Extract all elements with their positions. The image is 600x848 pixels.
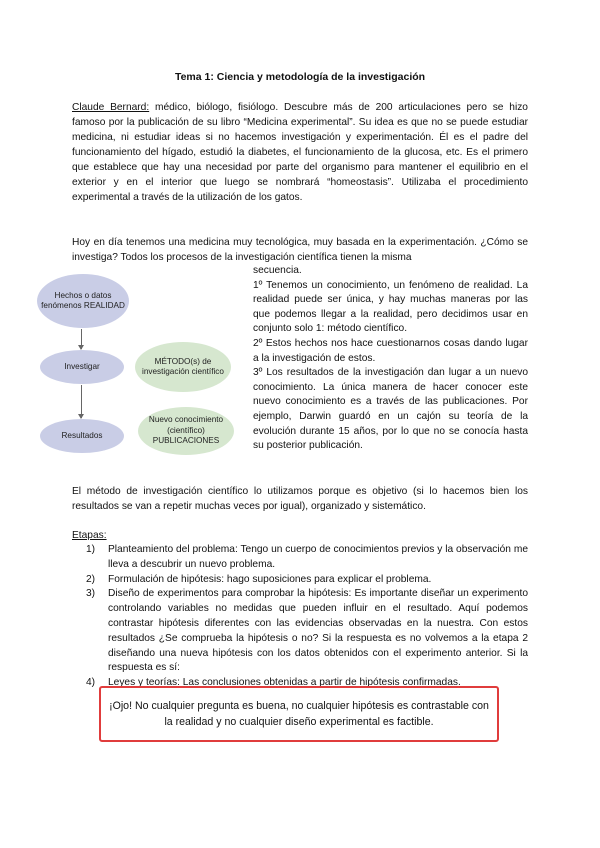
- node-metodo: MÉTODO(s) de investigación científico: [135, 342, 231, 392]
- node-nuevo-conocimiento: Nuevo conocimiento (científico) PUBLICACIONES: [138, 407, 234, 455]
- list-item-text: Planteamiento del problema: Tengo un cuerpo de conocimientos previos y la observación me lleva a descubrir un nuevo problema.: [108, 544, 528, 570]
- node-investigar: Investigar: [40, 350, 124, 384]
- warning-notice: ¡Ojo! No cualquier pregunta es buena, no cualquier hipótesis es contrastable con la realidad y no cualquier diseño experimental es factible.: [99, 686, 499, 742]
- list-item: [86, 543, 528, 573]
- page-title: Tema 1: Ciencia y metodología de la investigación: [174, 71, 426, 83]
- list-item: [86, 587, 528, 676]
- list-item-number: 2): [86, 573, 96, 585]
- node-resultados: Resultados: [40, 419, 124, 453]
- list-item: [86, 573, 528, 588]
- paragraph-2: Hoy en día tenemos una medicina muy tecnológica, muy basada en la experimentación. ¿Cómo se investiga? Todos los procesos de la investigación científica tienen la misma: [72, 237, 528, 263]
- list-item-number: 4): [86, 677, 96, 689]
- sequence-line: secuencia.: [253, 265, 302, 276]
- list-item-number: 3): [86, 588, 96, 600]
- etapas-heading: Etapas:: [72, 530, 107, 541]
- node-hechos: Hechos o datos fenómenos REALIDAD: [37, 274, 129, 328]
- author-name: Claude Bernard:: [72, 102, 150, 113]
- intro-text: médico, biólogo, fisiólogo. Descubre más de 200 articulaciones pero se hizo famoso por la publicación de su libro “Medicina experimental”. Su idea es que no se puede estudiar medicina, ni estudiar ideas si no hacemos investigación y experimentación. Él es el padre del funcionamiento del hígado, estudió la diabetes, el funcionamiento de la glucosa, etc. Es el primero que establece que hay una necesidad por parte del organismo para mantener el equilibrio en el exterior y en el interior que luego se nombrará “homeostasis”. Utilizaba el procedimiento experimental a través de la utilización de los gatos.: [72, 102, 528, 203]
- list-item-text: Formulación de hipótesis: hago suposiciones para explicar el problema.: [108, 573, 432, 585]
- research-process-diagram: [30, 272, 240, 462]
- sequence-step-2: 2º Estos hechos nos hace cuestionarnos cosas dando lugar a la investigación de estos.: [253, 337, 528, 364]
- sequence-step-3: 3º Los resultados de la investigación dan lugar a un nuevo conocimiento. La única manera de hacer conocer este nuevo conocimiento es a través de las publicaciones. Por ejemplo, Darwin guardó en un cajón su teoría de la evolución durante 15 años, por lo que no se conocía hasta su posterior publicación.: [253, 367, 528, 452]
- sequence-explanation: [253, 264, 528, 454]
- list-item-text: Diseño de experimentos para comprobar la hipótesis: Es importante diseñar un experimento controlando variables no medidas que pueden influir en el resultado. Aquí podemos contrastar hipótesis diferentes con las evidencias observadas en la nuestra. Con estos resultados ¿Se comprueba la hipótesis o no? Si la respuesta es no volvemos a la etapa 2 diseñando una nueva hipótesis con los datos obtenidos con el experimento anterior. Si la respuesta es sí:: [108, 588, 528, 674]
- list-item-number: 1): [86, 544, 96, 555]
- list-item-text: Leyes y teorías: Las conclusiones obtenidas a partir de hipótesis confirmadas.: [108, 677, 461, 689]
- paragraph-3: El método de investigación científico lo utilizamos porque es objetivo (si lo hacemos bien los resultados se van a repetir muchas veces por igual), organizado y sistemático.: [72, 486, 528, 512]
- etapas-list: [86, 543, 528, 691]
- sequence-step-1: 1º Tenemos un conocimiento, un fenómeno de realidad. La realidad puede ser única, y hay muchas maneras por las que podemos llegar a la realidad, pero decidimos usar en conjunto solo 1: método científico.: [253, 279, 528, 335]
- arrow-down-1: [81, 329, 82, 349]
- arrow-down-2: [81, 385, 82, 418]
- intro-paragraph: [72, 100, 528, 205]
